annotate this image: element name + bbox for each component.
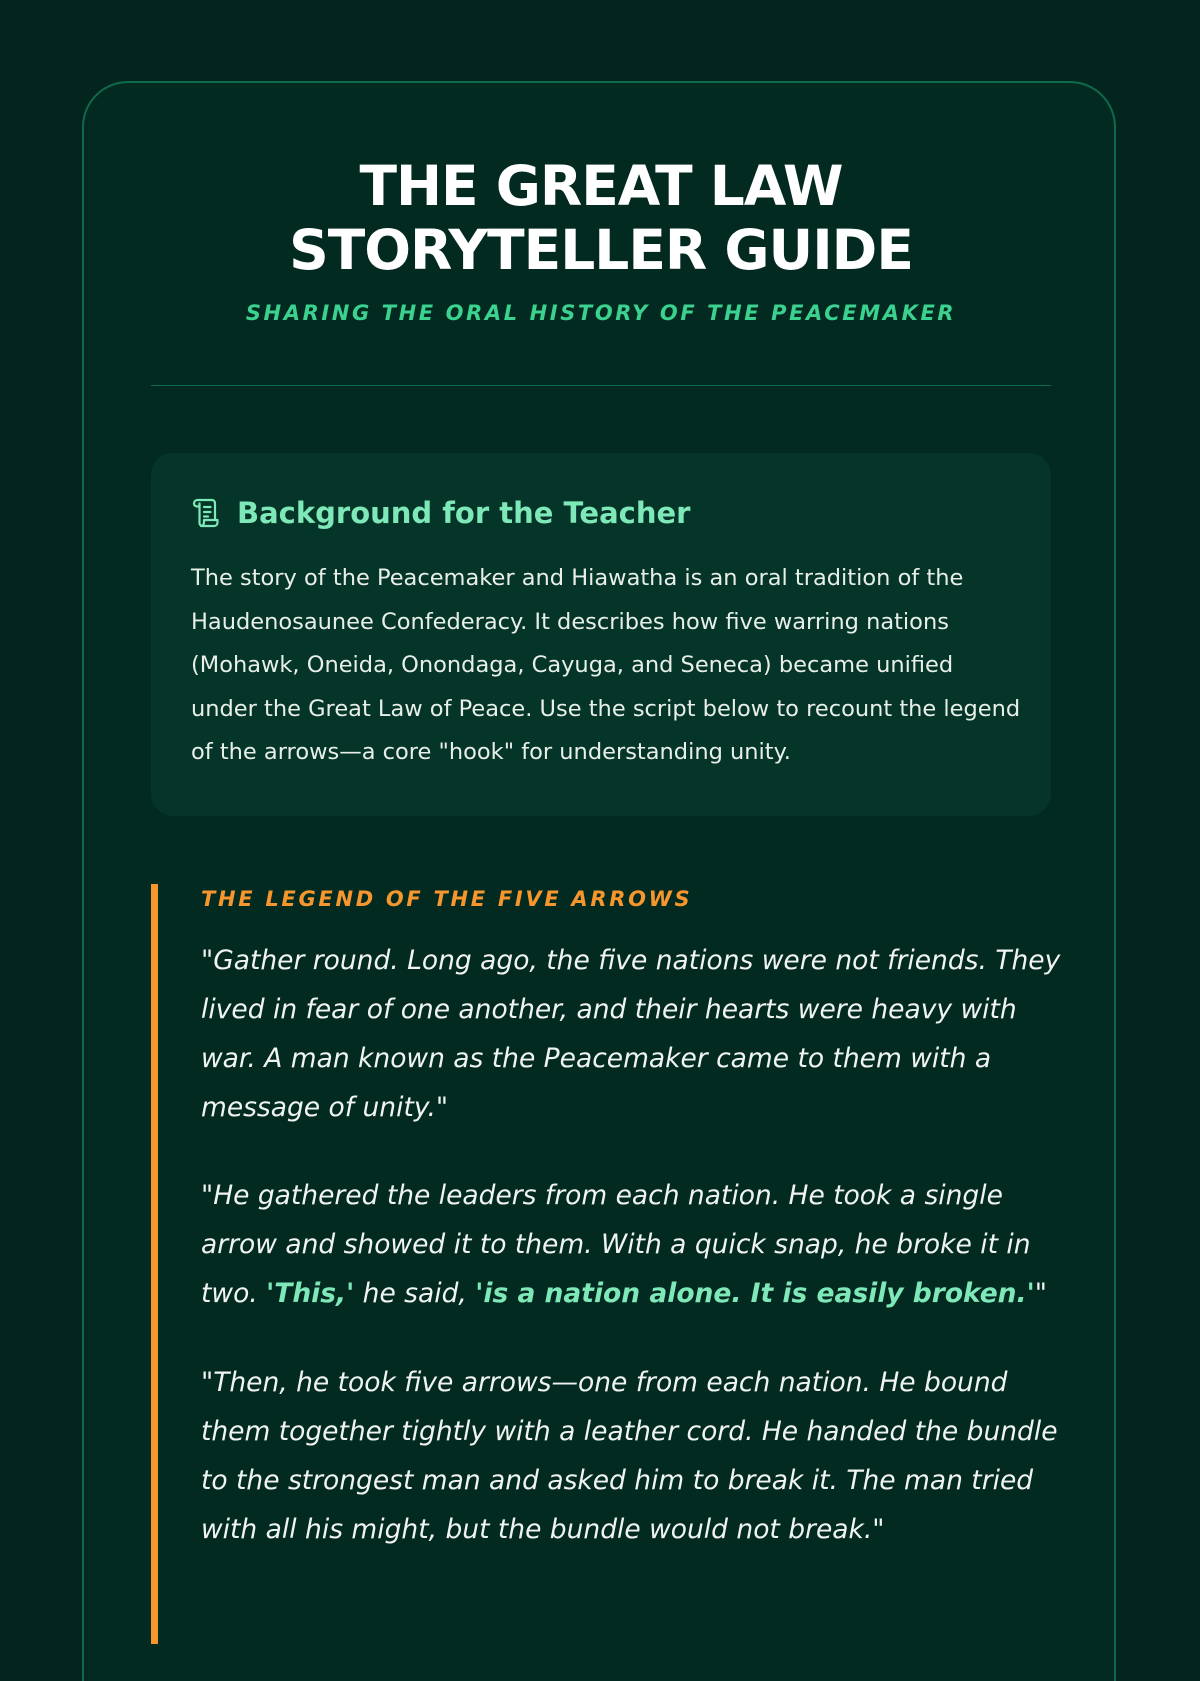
page-title	[84, 154, 1118, 282]
legend-paragraph-2-text-2: he said,	[354, 1278, 476, 1309]
title-line-1: THE GREAT LAW	[359, 154, 843, 218]
scroll-icon	[191, 498, 219, 528]
title-line-2: STORYTELLER GUIDE	[289, 218, 913, 282]
page-subtitle: SHARING THE ORAL HISTORY OF THE PEACEMAKER	[245, 301, 957, 325]
legend-section	[151, 884, 1061, 1644]
legend-paragraph-2	[201, 1171, 1061, 1318]
highlighted-quote: 'is a nation alone. It is easily broken.'	[475, 1278, 1035, 1309]
legend-label: THE LEGEND OF THE FIVE ARROWS	[201, 887, 693, 911]
legend-paragraph-2-text-1: "He gathered the leaders from each nation. He took a single arrow and showed it to them. With a quick snap, he broke it in two.	[201, 1180, 1031, 1309]
legend-paragraph-2-text-3: "	[1034, 1278, 1047, 1309]
header-divider	[151, 385, 1051, 386]
legend-paragraph-1: "Gather round. Long ago, the five nations were not friends. They lived in fear of one another, and their hearts were heavy with war. A man known as the Peacemaker came to them with a message of unity."	[201, 945, 1061, 1123]
teacher-background-header	[191, 495, 690, 531]
highlighted-quote: 'This,'	[266, 1278, 355, 1309]
teacher-background-text: The story of the Peacemaker and Hiawatha is an oral tradition of the Haudenosaunee Confederacy. It describes how five warring nations (Mohawk, Oneida, Onondaga, Cayuga, and Seneca) became unified under the Great Law of Peace. Use the script below to recount the legend of the arrows—a core "hook" for understanding unity.	[191, 565, 1021, 765]
guide-card	[82, 81, 1116, 1681]
teacher-background-panel	[151, 453, 1051, 816]
legend-paragraph-3: "Then, he took five arrows—one from each nation. He bound them together tightly with a leather cord. He handed the bundle to the strongest man and asked him to break it. The man tried with all his might, but the bundle would not break."	[201, 1367, 1058, 1545]
teacher-background-heading: Background for the Teacher	[237, 496, 691, 530]
